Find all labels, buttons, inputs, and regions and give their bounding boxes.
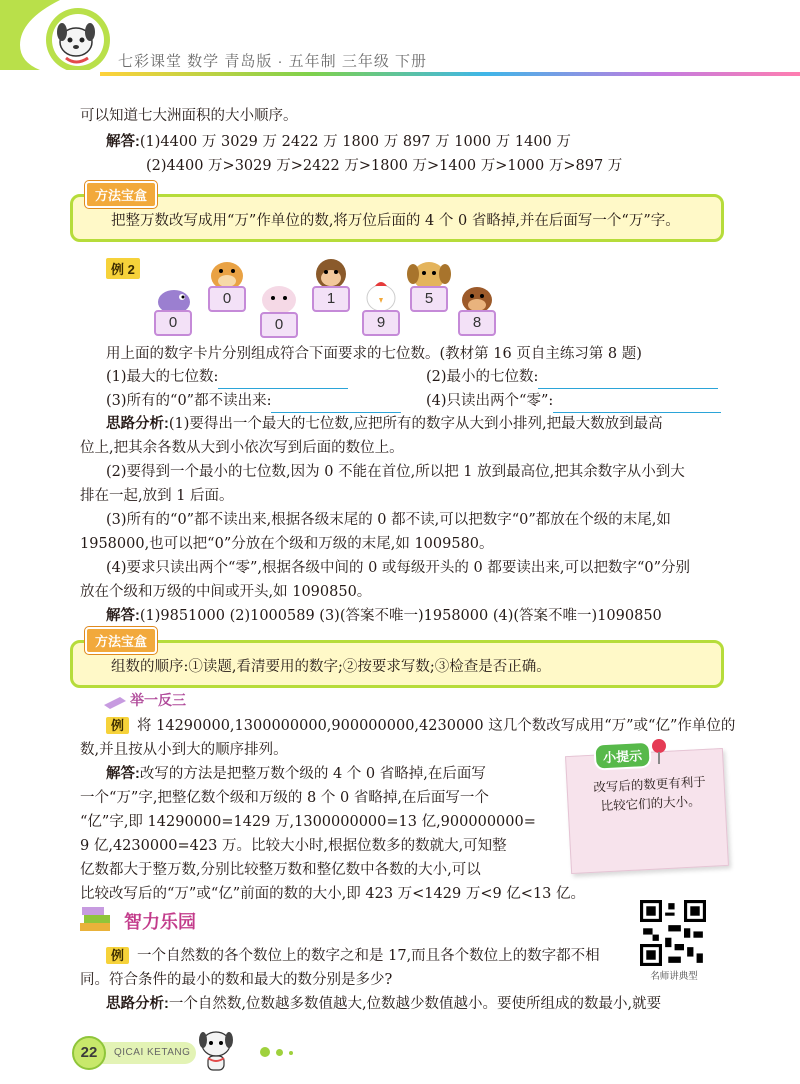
analysis-line-1 [106,412,663,436]
header-rainbow-line [100,72,800,76]
answer-label: 解答: [106,608,140,624]
answer-blank-4[interactable] [553,395,721,413]
footer-brand: QICAI KETANG [100,1042,196,1064]
top-answer-line1 [106,130,571,154]
juyi-answer-line1 [106,762,486,786]
method-text: 把整万数改写成用“万”作单位的数,将万位后面的 4 个 0 省略掉,并在后面写一个“万”字。 [111,213,680,229]
analysis-text: 一个自然数,位数越多数值越大,位数越少数值越小。要使所组成的数最小,就要 [168,996,662,1012]
example-2-tag: 例 2 [106,258,140,279]
question-2 [426,365,718,389]
analysis-text: (1)要得出一个最大的七位数,应把所有的数字从大到小排列,把最大数放到最高 [168,416,663,432]
juyi-question-text: 将 14290000,1300000000,900000000,4230000 这几个数改写成用“万”或“亿”作单位的 [137,718,736,734]
zhili-analysis [106,992,661,1016]
analysis-line-6: 1958000,也可以把“0”分放在个级和万级的末尾,如 1009580。 [80,536,494,552]
analysis-line-3: (2)要得到一个最小的七位数,因为 0 不能在首位,所以把 1 放到最高位,把其余数字从小到大 [106,464,685,480]
digit-card: 5 [410,286,448,312]
answer-blank-3[interactable] [271,395,401,413]
analysis-label: 思路分析: [106,996,169,1012]
example-2-prompt: 用上面的数字卡片分别组成符合下面要求的七位数。(教材第 16 页自主练习第 8 题) [106,346,642,362]
answer-text: (1)4400 万 3029 万 2422 万 1800 万 897 万 1000 万 1400 万 [139,134,571,150]
answer-label: 解答: [106,766,140,782]
juyi-answer-line2: 一个“万”字,把整亿数个级和万级的 8 个 0 省略掉,在后面写一个 [80,790,489,806]
example-tag: 例 [106,947,129,964]
intro-text: 可以知道七大洲面积的大小顺序。 [80,108,298,124]
method-box-1 [70,188,724,242]
decor-dot [289,1051,293,1055]
zhili-title: 智力乐园 [124,912,196,932]
decor-dot [276,1049,283,1056]
juyi-answer-line4: 9 亿,4230000=423 万。比较大小时,根据位数多的数就大,可知整 [80,838,507,854]
books-icon [78,905,118,937]
example-2-answer [106,604,662,628]
question-4-label: (4)只读出两个“零”: [426,393,554,409]
top-answer-line2: (2)4400 万>3029 万>2422 万>1800 万>1400 万>1000 万>897 万 [146,158,623,174]
answer-blank-1[interactable] [218,371,348,389]
analysis-line-5: (3)所有的“0”都不读出来,根据各级末尾的 0 都不读,可以把数字“0”都放在个级的末尾,如 [106,512,671,528]
tip-note [565,748,729,874]
chicken-icon [358,278,404,314]
question-1 [106,365,348,389]
analysis-line-2: 位上,把其余各数从大到小依次写到后面的数位上。 [80,440,404,456]
page-number: 22 [72,1036,106,1070]
digit-card: 0 [260,312,298,338]
pushpin-icon [648,738,670,764]
analysis-line-8: 放在个级和万级的中间或开头,如 1090850。 [80,584,372,600]
digit-card: 8 [458,310,496,336]
answer-text: (1)9851000 (2)1000589 (3)(答案不唯一)1958000 (4)(答案不唯一)1090850 [139,608,662,624]
answer-label: 解答: [106,134,140,150]
juyi-title: 举一反三 [130,692,186,708]
zhili-question-line2: 同。符合条件的最小的数和最大的数分别是多少? [80,972,393,988]
qr-label: 名师讲典型 [650,971,698,982]
method-tag: 方法宝盒 [85,181,157,208]
tip-text: 改写后的数更有利于比较它们的大小。 [593,773,707,814]
zhili-question-text: 一个自然数的各个数位上的数字之和是 17,而且各个数位上的数字都不相 [137,948,600,964]
zhili-question-line1 [106,944,600,968]
question-4 [426,389,721,413]
example-tag: 例 [106,717,129,734]
digit-card: 9 [362,310,400,336]
method-box-2 [70,634,724,688]
method-tag: 方法宝盒 [85,627,157,654]
answer-text: 改写的方法是把整万数个级的 4 个 0 省略掉,在后面写 [139,766,486,782]
analysis-line-4: 排在一起,放到 1 后面。 [80,488,234,504]
digit-card: 1 [312,286,350,312]
analysis-label: 思路分析: [106,416,169,432]
qr-code-icon[interactable] [640,900,706,966]
juyi-question-line2: 数,并且按从小到大的顺序排列。 [80,742,288,758]
juyi-answer-line6: 比较改写后的“万”或“亿”前面的数的大小,即 423 万<1429 万<9 亿<13 亿。 [80,886,586,902]
question-3-label: (3)所有的“0”都不读出来: [106,393,272,409]
juyi-answer-line3: “亿”字,即 14290000=1429 万,1300000000=13 亿,900000000= [80,814,536,830]
juyi-question-line1 [106,714,735,738]
question-2-label: (2)最小的七位数: [426,369,539,385]
digit-card: 0 [208,286,246,312]
mascot-dog-icon [194,1026,238,1076]
tip-title: 小提示 [593,741,651,771]
decor-dot [260,1047,270,1057]
method-text: 组数的顺序:①读题,看清要用的数字;②按要求写数;③检查是否正确。 [111,659,551,675]
header-title: 七彩课堂 数学 青岛版 · 五年制 三年级 下册 [118,53,428,70]
digit-card: 0 [154,310,192,336]
juyi-answer-line5: 亿数都大于整万数,分别比较整万数和整亿数中各数的大小,可以 [80,862,481,878]
question-1-label: (1)最大的七位数: [106,369,219,385]
analysis-line-7: (4)要求只读出两个“零”,根据各级中间的 0 或每级开头的 0 都要读出来,可以把数字“0”分别 [106,560,691,576]
answer-blank-2[interactable] [538,371,718,389]
pencil-icon [104,695,126,709]
question-3 [106,389,401,413]
